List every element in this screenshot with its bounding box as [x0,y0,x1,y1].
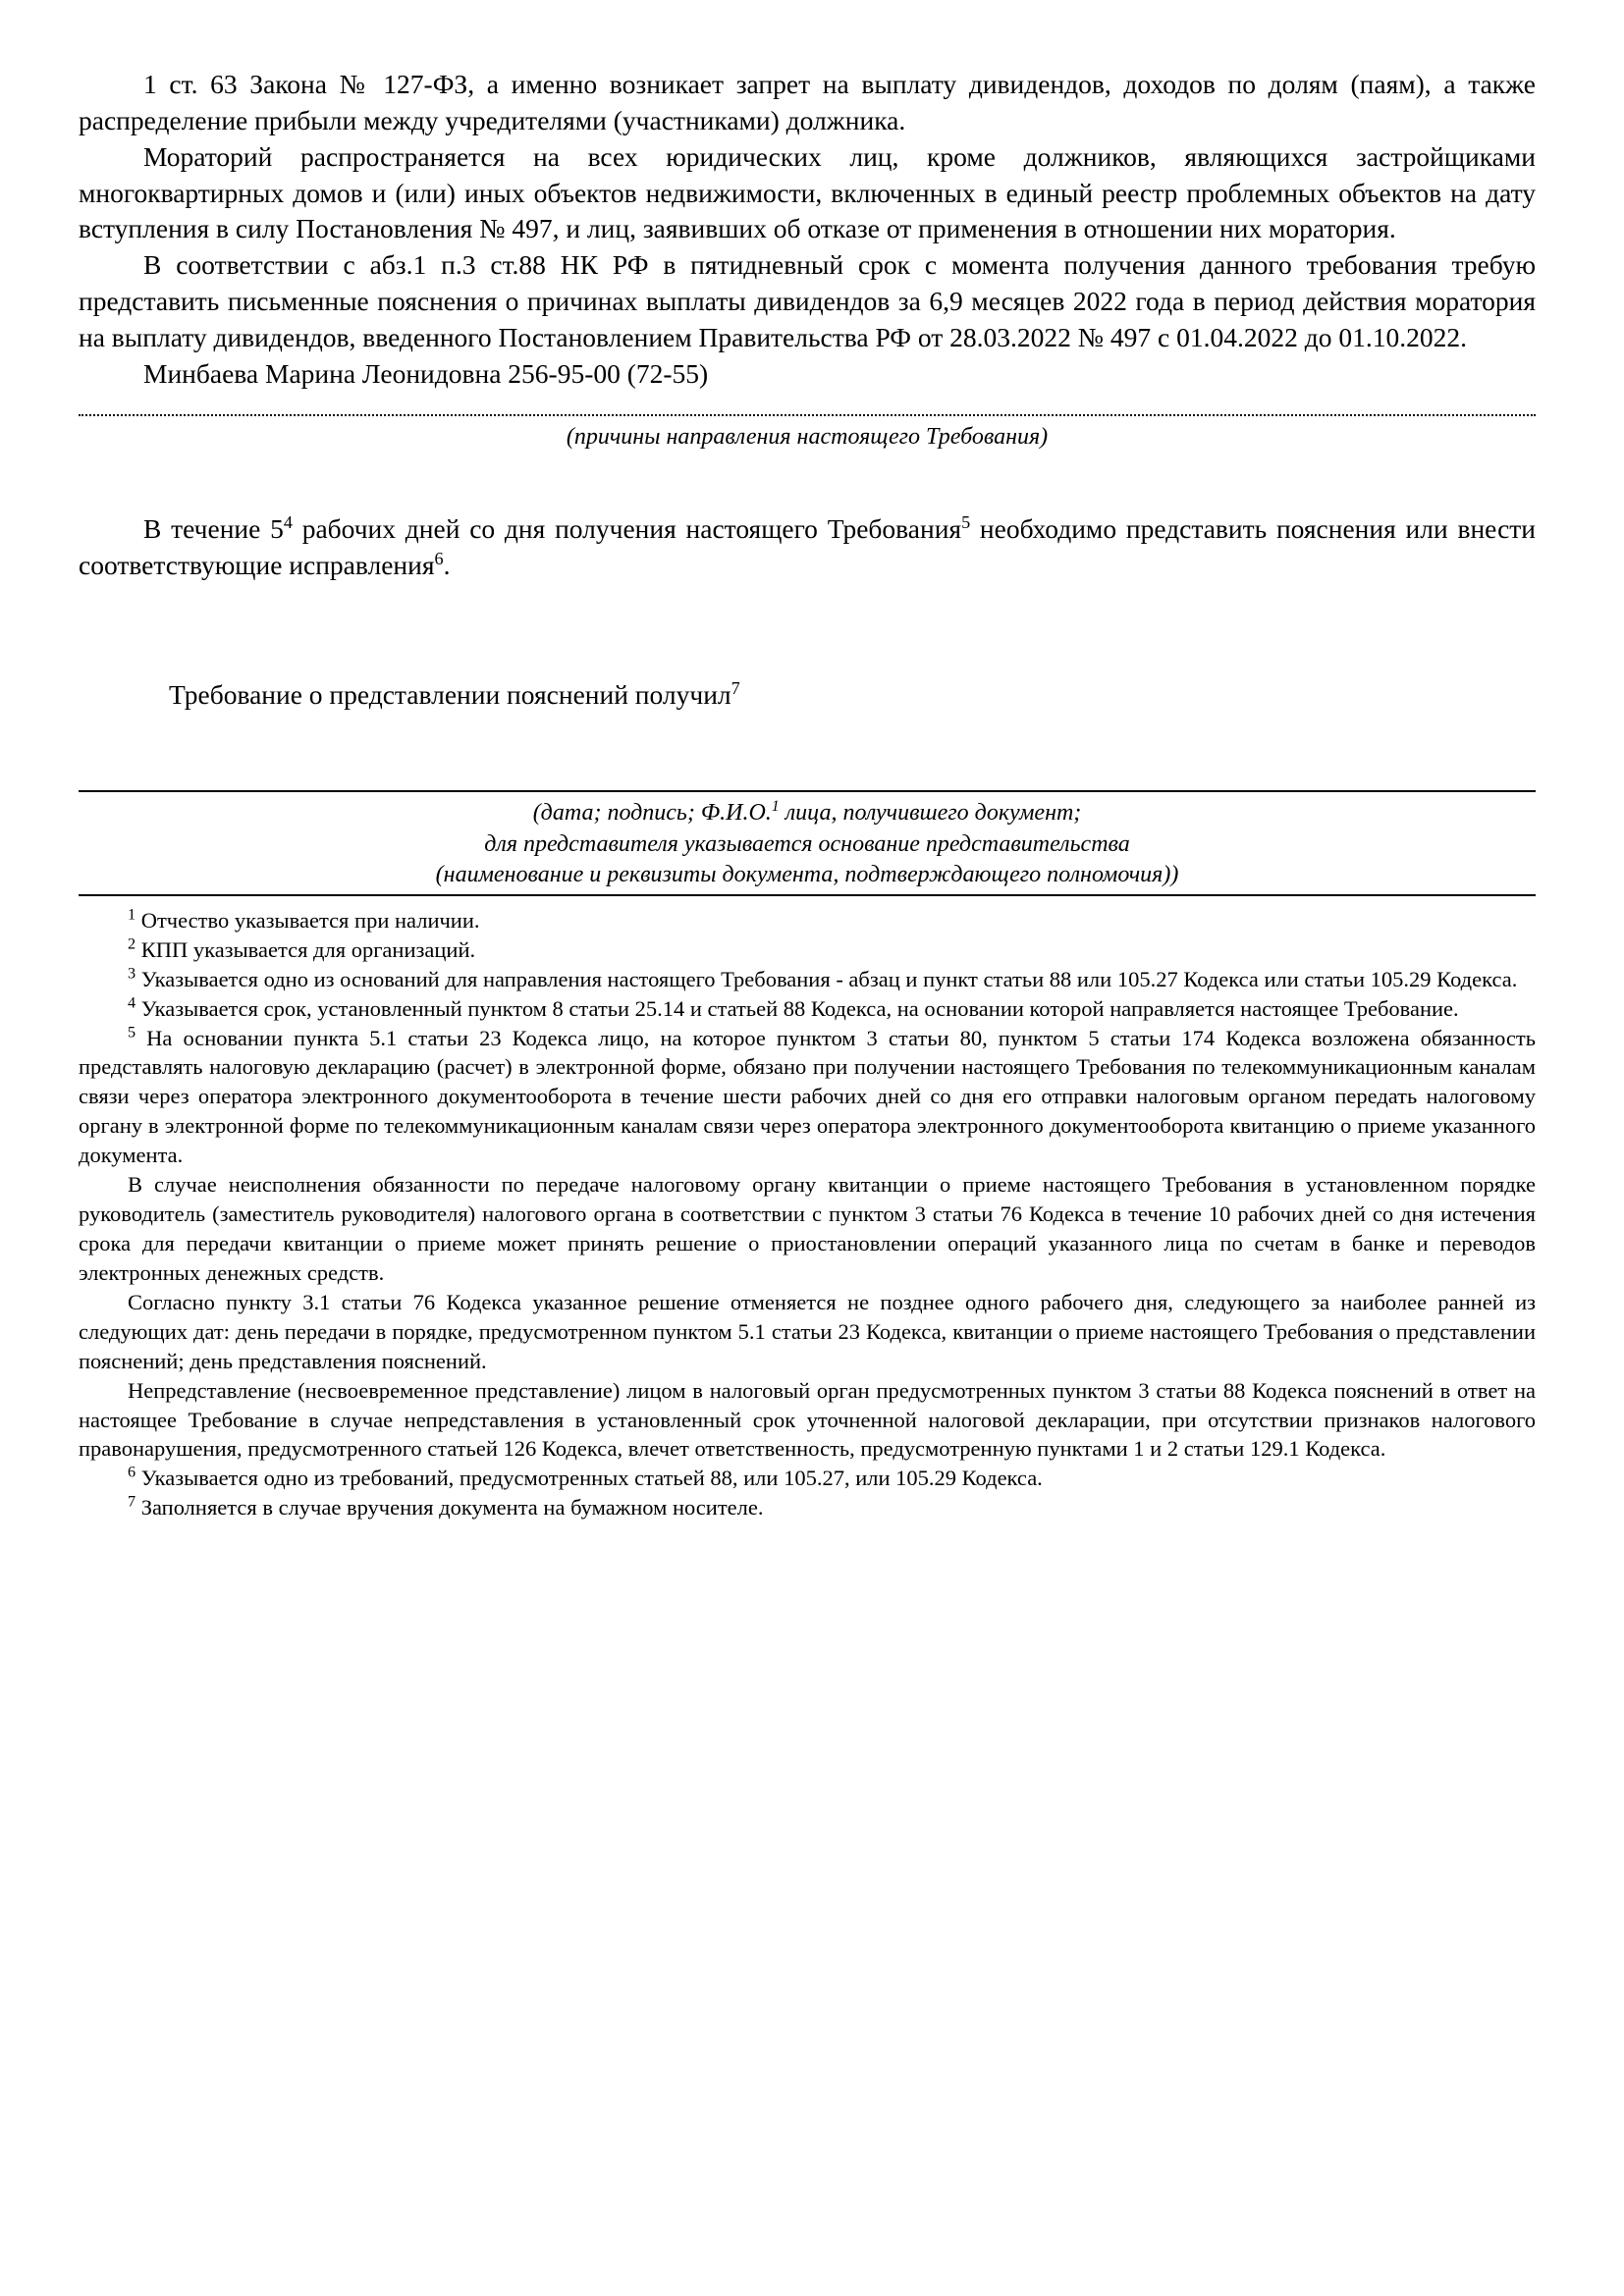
footnote-5-continuation-2: Согласно пункту 3.1 статьи 76 Кодекса указанное решение отменяется не позднее одного рабочего дня, следующего за наиболее ранней из следующих дат: день передачи в порядке, предусмотренном пунктом 5.1 статьи 23 Кодекса, квитанции о приеме настоящего Требования о представлении пояснений; день представления пояснений. [79,1289,1536,1373]
deadline-sup-5: 5 [961,511,971,532]
footnote-text-4: Указывается срок, установленный пунктом 8 статьи 25.14 и статьей 88 Кодекса, на основании которой направляется настоящее Требование. [140,995,1459,1021]
signature-rule-bottom [79,894,1536,896]
footnote-text-7: Заполняется в случае вручения документа на бумажном носителе. [140,1495,764,1521]
footnote-2 [79,935,1536,965]
inspector-contact-line: Минбаева Марина Леонидовна 256-95-00 (72-55) [143,357,709,389]
footnote-text-3: Указывается одно из оснований для направления настоящего Требования - абзац и пункт статьи 88 или 105.27 Кодекса или статьи 105.29 Кодекса. [140,966,1518,991]
main-body-text [79,67,1536,393]
deadline-text-part4: . [443,549,451,580]
footnote-mark-5: 5 [128,1023,136,1041]
footnote-5 [79,1024,1536,1171]
paragraph-1: 1 ст. 63 Закона № 127-ФЗ, а именно возникает запрет на выплату дивидендов, доходов по долям (паям), а также распределение прибыли между учредителями (участниками) должника. [79,69,1536,135]
deadline-text-part2: рабочих дней со дня получения настоящего Требования [292,512,962,544]
footnote-mark-2: 2 [128,934,136,953]
footnote-7 [79,1493,1536,1522]
signature-block [79,790,1536,896]
footnote-mark-1: 1 [128,905,136,924]
footnote-text-2: КПП указывается для организаций. [140,936,476,962]
deadline-sup-6: 6 [434,548,444,568]
footnote-text-6: Указывается одно из требований, предусмотренных статьей 88, или 105.27, или 105.29 Кодекса. [140,1466,1043,1491]
footnote-text-1: Отчество указывается при наличии. [140,907,480,933]
footnote-1 [79,906,1536,935]
signature-caption-line-3: (наименование и реквизиты документа, подтверждающего полномочия)) [435,861,1179,887]
footnotes-section [79,906,1536,1522]
footnote-text-5: На основании пункта 5.1 статьи 23 Кодекса лицо, на которое пунктом 3 статьи 80, пунктом 5 статьи 174 Кодекса возложена обязанность представлять налоговую декларацию (расчет) в электронной форме, обязано при получении настоящего Требования по телекоммуникационным каналам связи через оператора электронного документооборота в течение шести рабочих дней со дня его отправки налоговым органом передать налоговому органу в электронной форме по телекоммуникационным каналам связи через оператора электронного документооборота квитанцию о приеме указанного документа. [79,1025,1537,1168]
signature-caption-pre: (дата; подпись; Ф.И.О. [532,800,772,827]
receipt-acknowledgement-line [79,677,1536,714]
footnote-mark-6: 6 [128,1463,136,1481]
deadline-paragraph [79,511,1536,584]
deadline-block [79,511,1536,584]
deadline-text-part1: В течение 5 [143,512,284,544]
footnote-3 [79,965,1536,994]
signature-rule-top [79,790,1536,792]
spacer-after-reason [79,453,1536,511]
dotted-divider [79,414,1536,416]
paragraph-3: В соответствии с абз.1 п.3 ст.88 НК РФ в пятидневный срок с момента получения данного требования требую представить письменные пояснения о причинах выплаты дивидендов за 6,9 месяцев 2022 года в период действия моратория на выплату дивидендов, введенного Постановлением Правительства РФ от 28.03.2022 № 497 с 01.04.2022 до 01.10.2022. [79,249,1536,352]
receipt-sup-7: 7 [731,678,740,699]
reason-caption: (причины направления настоящего Требования) [566,423,1049,450]
footnote-mark-4: 4 [128,993,136,1012]
receipt-text: Требование о представлении пояснений получил [169,679,731,711]
footnote-5-continuation-3: Непредставление (несвоевременное представление) лицом в налоговый орган предусмотренных пунктом 3 статьи 88 Кодекса пояснений в ответ на настоящее Требование в случае непредставления в установленный срок уточненной налоговой декларации, при отсутствии признаков налогового правонарушения, предусмотренного статьей 126 Кодекса, влечет ответственность, предусмотренную пунктами 1 и 2 статьи 129.1 Кодекса. [79,1377,1536,1462]
signature-sup-1: 1 [771,798,780,816]
signature-caption-line-1 [79,798,1536,828]
deadline-text-part3: необходимо представить пояснения или внести соответствующие исправления [79,512,1537,580]
signature-caption-post: лица, получившего документ; [779,800,1082,827]
footnote-mark-3: 3 [128,964,136,983]
footnote-mark-7: 7 [128,1492,136,1511]
deadline-sup-4: 4 [283,511,293,532]
footnote-6 [79,1464,1536,1493]
paragraph-2: Мораторий распространяется на всех юридических лиц, кроме должников, являющихся застройщиками многоквартирных домов и (или) иных объектов недвижимости, включенных в единый реестр проблемных объектов на дату вступления в силу Постановления № 497, и лиц, заявивших об отказе от применения в отношении них моратория. [79,140,1536,244]
signature-caption-line-2: для представителя указывается основание представительства [484,830,1130,857]
footnote-4 [79,994,1536,1024]
footnote-5-continuation-1: В случае неисполнения обязанности по передаче налоговому органу квитанции о приеме настоящего Требования в установленном порядке руководитель (заместитель руководителя) налогового органа в соответствии с пунктом 3 статьи 76 Кодекса в течение 10 рабочих дней со дня истечения срока для передачи квитанции о приеме может принять решение о приостановлении операций указанного лица по счетам в банке и переводов электронных денежных средств. [79,1172,1536,1285]
